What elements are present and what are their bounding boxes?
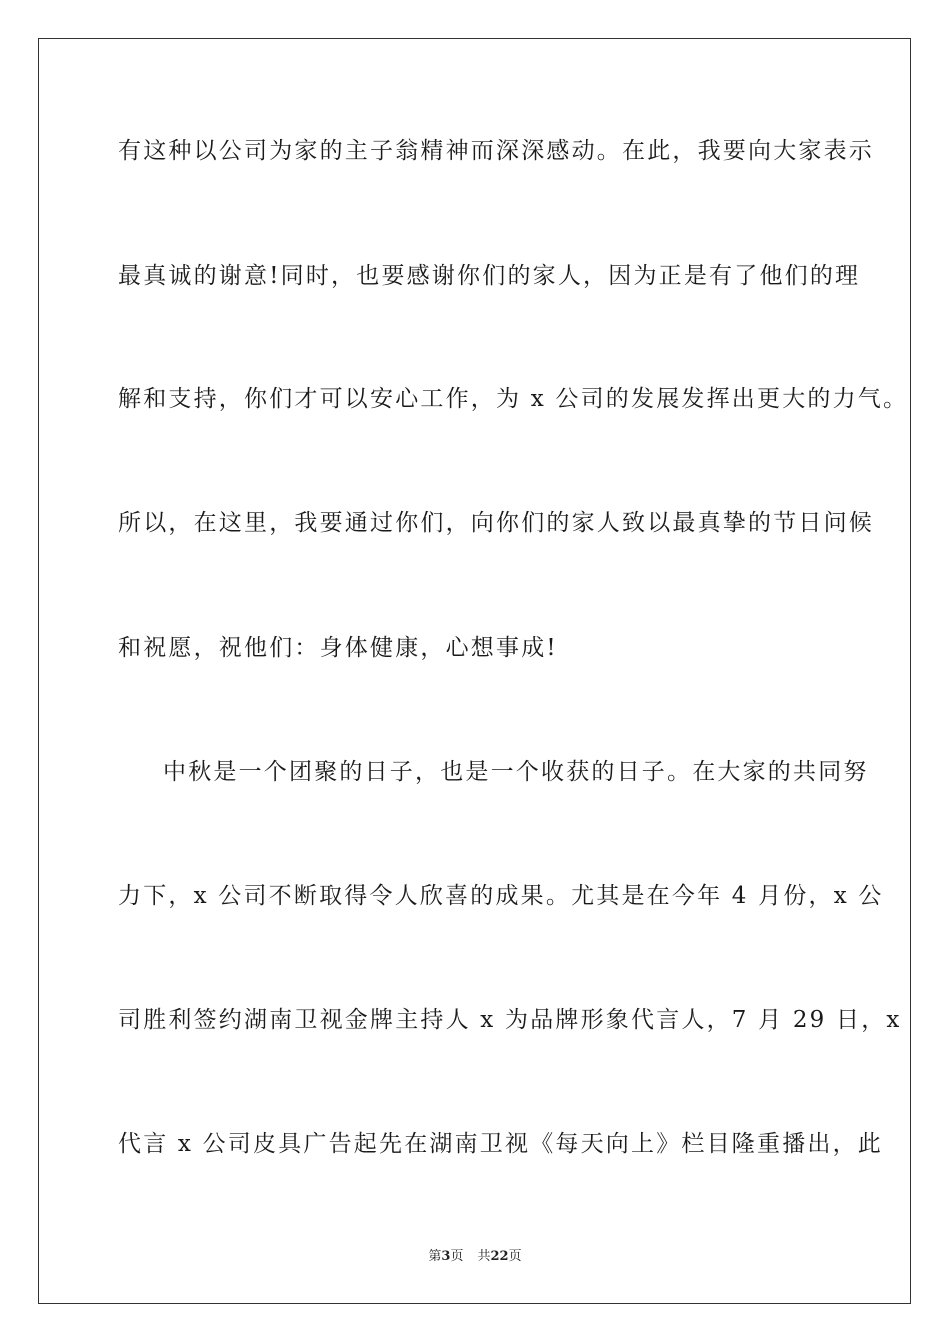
page-label-prefix: 第 bbox=[428, 1249, 442, 1264]
body-text-line-2: 最真诚的谢意!同时，也要感谢你们的家人，因为正是有了他们的理 bbox=[118, 263, 861, 289]
body-text-line-9: 代言 x 公司皮具广告起先在湖南卫视《每天向上》栏目隆重播出，此 bbox=[118, 1131, 883, 1157]
body-text-line-1: 有这种以公司为家的主子翁精神而深深感动。在此，我要向大家表示 bbox=[118, 138, 874, 164]
body-text-line-8: 司胜利签约湖南卫视金牌主持人 x 为品牌形象代言人，7 月 29 日，x bbox=[118, 1007, 902, 1033]
total-label-suffix: 页 bbox=[508, 1249, 522, 1264]
body-text-line-3: 解和支持，你们才可以安心工作，为 x 公司的发展发挥出更大的力气。 bbox=[118, 386, 909, 412]
total-pages: 22 bbox=[490, 1249, 509, 1264]
body-text-line-4: 所以，在这里，我要通过你们，向你们的家人致以最真挚的节日问候 bbox=[118, 510, 874, 536]
body-text-line-5: 和祝愿，祝他们：身体健康，心想事成! bbox=[118, 635, 558, 661]
page-footer bbox=[0, 1248, 950, 1266]
page-number: 3 bbox=[441, 1249, 451, 1264]
total-label-prefix: 共 bbox=[477, 1249, 491, 1264]
body-text-line-6-paragraph-start: 中秋是一个团聚的日子，也是一个收获的日子。在大家的共同努 bbox=[163, 759, 869, 785]
body-text-line-7: 力下，x 公司不断取得令人欣喜的成果。尤其是在今年 4 月份，x 公 bbox=[118, 883, 884, 909]
page-border bbox=[38, 38, 911, 1304]
page-label-suffix: 页 bbox=[450, 1249, 464, 1264]
